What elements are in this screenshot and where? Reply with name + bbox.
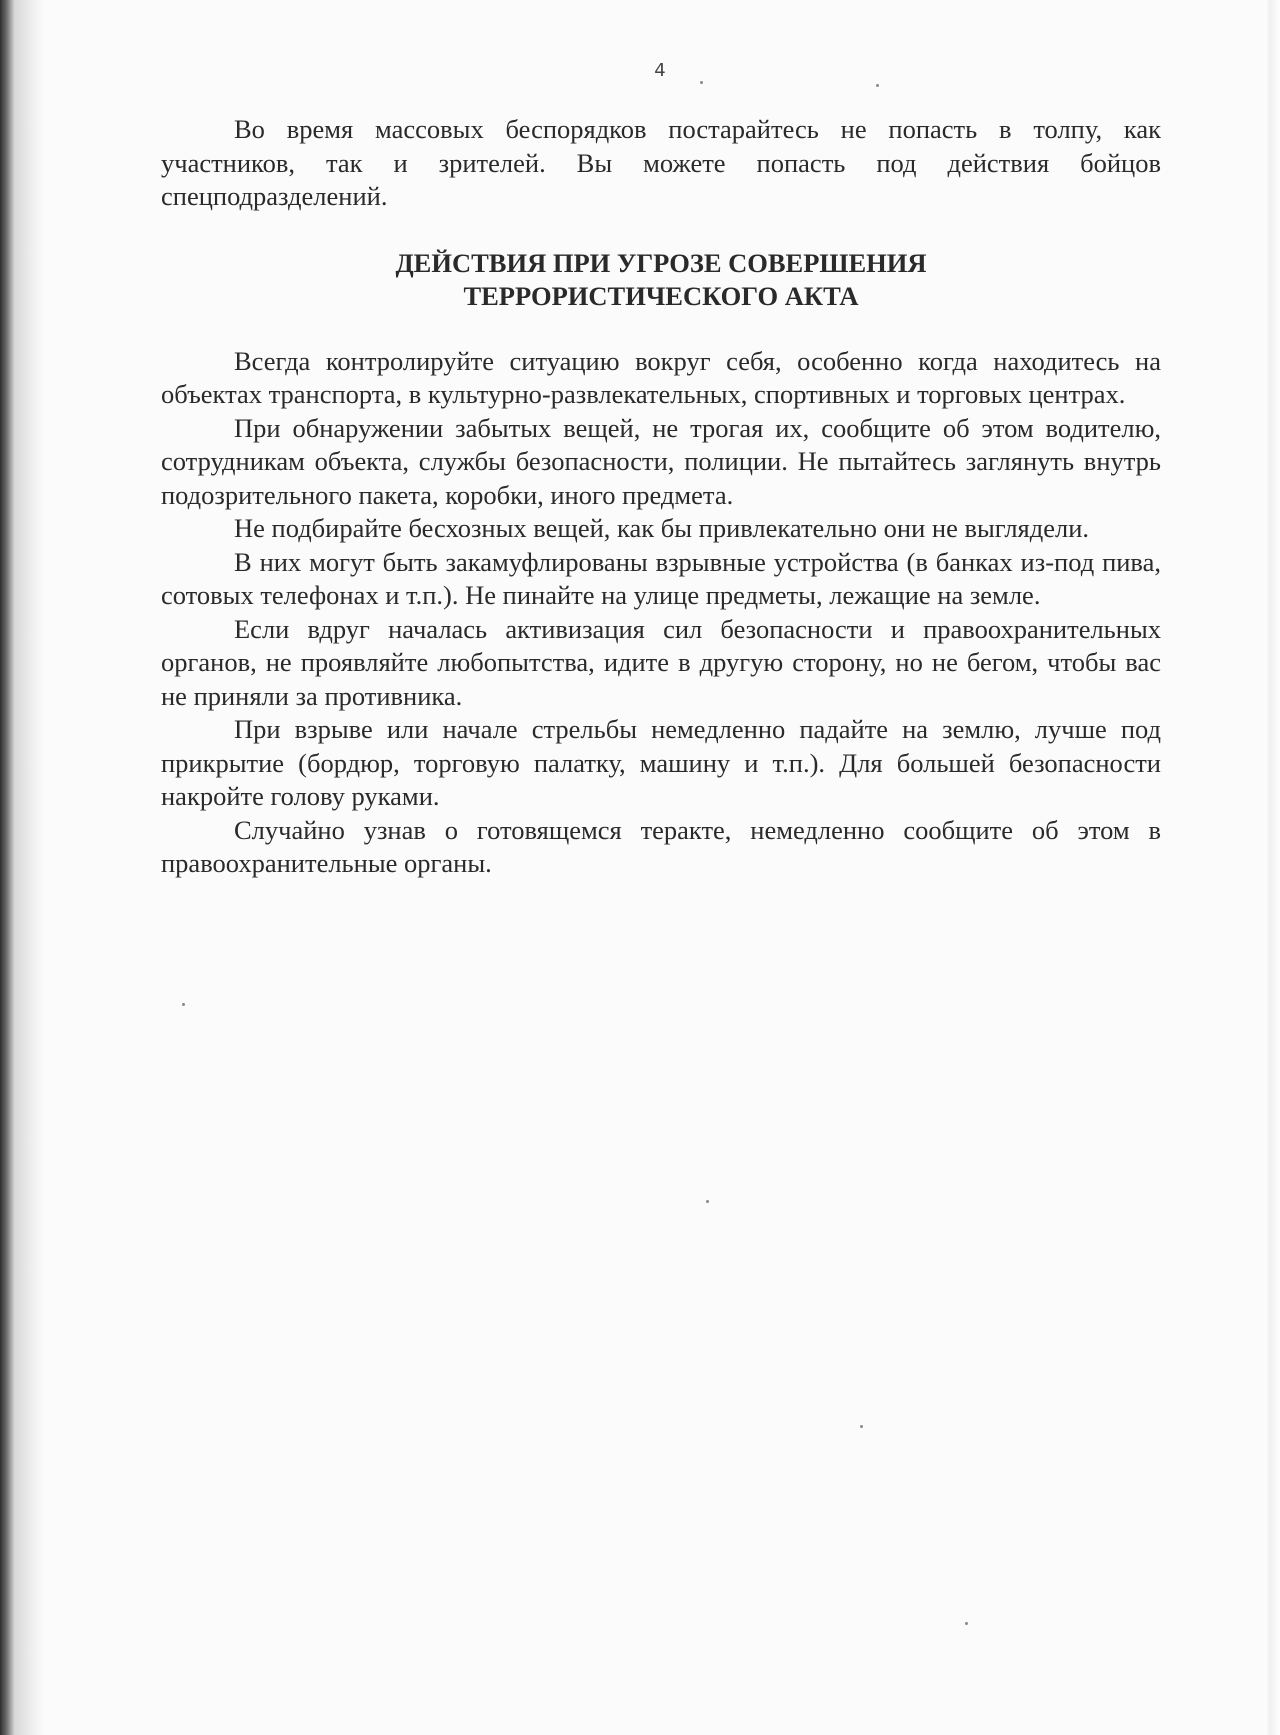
paragraph-7: Случайно узнав о готовящемся теракте, немедленно сообщите об этом в правоохранительные органы. [161,814,1161,878]
paragraph-1: Всегда контролируйте ситуацию вокруг себя, особенно когда находитесь на объектах транспорта, в культурно-развлекательных, спортивных и торговых центрах. [161,345,1161,409]
page-number: 4 [654,60,666,81]
scan-left-shadow [14,0,44,1735]
scan-speck [860,1425,863,1428]
section-heading-line-1: ДЕЙСТВИЯ ПРИ УГРОЗЕ СОВЕРШЕНИЯ [395,247,927,278]
scan-right-edge [1266,0,1280,1735]
paragraph-5: Если вдруг началась активизация сил безопасности и правоохранительных органов, не проявляйте любопытства, идите в другую сторону, но не бегом, чтобы вас не приняли за противника. [161,613,1161,711]
paragraph-3: Не подбирайте бесхозных вещей, как бы привлекательно они не выглядели. [234,513,1090,543]
intro-paragraph: Во время массовых беспорядков постарайтесь не попасть в толпу, как участников, так и зрителей. Вы можете попасть под действия бойцов спецподразделений. [161,114,1161,211]
section-heading-line-2: ТЕРРОРИСТИЧЕСКОГО АКТА [463,280,859,311]
scan-speck [700,81,703,84]
scan-speck [876,84,879,87]
paragraph-2: При обнаружении забытых вещей, не трогая их, сообщите об этом водителю, сотрудникам объекта, службы безопасности, полиции. Не пытайтесь заглянуть внутрь подозрительного пакета, коробки, иного предмета. [161,412,1161,510]
scan-speck [182,1003,185,1006]
paragraph-6: При взрыве или начале стрельбы немедленно падайте на землю, лучше под прикрытие (бордюр, торговую палатку, машину и т.п.). Для большей безопасности накройте голову руками. [161,714,1161,811]
scan-left-edge [0,0,14,1735]
scan-speck [965,1622,968,1625]
section-heading [161,247,1161,313]
paragraph-4: В них могут быть закамуфлированы взрывные устройства (в банках из-под пива, сотовых телефонах и т.п.). Не пинайте на улице предметы, лежащие на земле. [161,546,1161,610]
scan-speck [706,1200,709,1203]
document-body [161,113,1161,881]
